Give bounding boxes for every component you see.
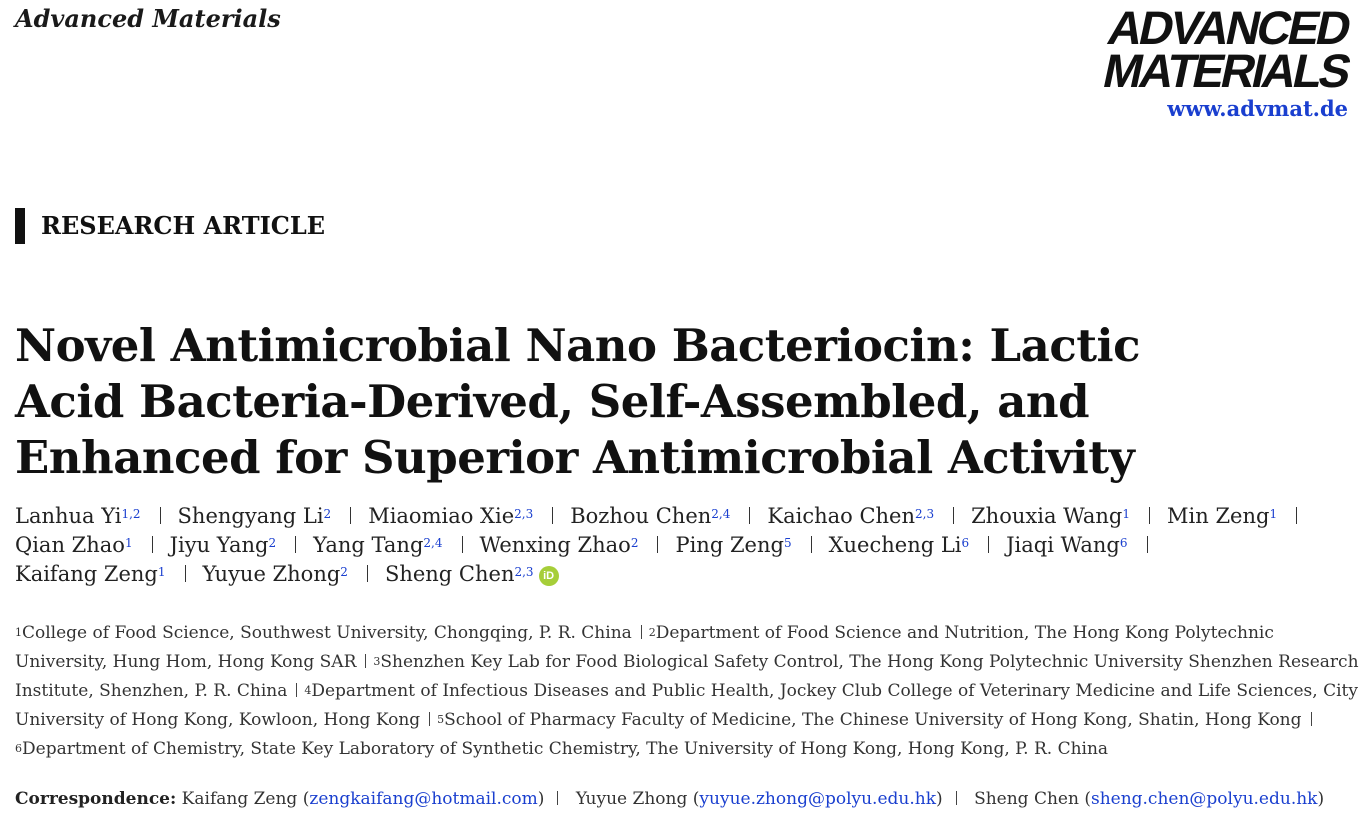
author-separator: [160, 507, 161, 524]
correspondence-contacts: [182, 789, 1324, 809]
author[interactable]: [1167, 504, 1277, 528]
author-affiliation-ref[interactable]: 2: [340, 565, 348, 579]
author[interactable]: [480, 533, 639, 557]
affiliation-number: 1: [15, 626, 22, 639]
author-separator: [749, 507, 750, 524]
correspondence-label: Correspondence:: [15, 789, 177, 809]
author-separator: [953, 507, 954, 524]
affiliation-list: [15, 619, 1360, 764]
author-name[interactable]: Shengyang Li: [177, 504, 324, 528]
affiliation-separator: [429, 712, 430, 726]
author-affiliation-ref[interactable]: 6: [961, 536, 970, 550]
contact: Sheng Chen (sheng.chen@polyu.edu.hk): [974, 789, 1325, 809]
contact-separator: [956, 791, 957, 805]
author-affiliation-ref[interactable]: 6: [1119, 536, 1128, 550]
affiliation-text: Shenzhen Key Lab for Food Biological Safety Control, The Hong Kong Polytechnic University Shenzhen Research Institute, Shenzhen, P. R. China: [15, 652, 1359, 701]
contact-email-link[interactable]: zengkaifang@hotmail.com: [309, 789, 538, 809]
affiliation-text: School of Pharmacy Faculty of Medicine, The Chinese University of Hong Kong, Shatin, Hong Kong: [444, 710, 1302, 730]
logo-line-1: ADVANCED: [1103, 1, 1354, 54]
affiliation: [437, 710, 1301, 730]
author-separator: [185, 565, 186, 582]
contact-name: Sheng Chen: [974, 789, 1079, 809]
author-name[interactable]: Jiaqi Wang: [1006, 533, 1120, 557]
affiliation-number: 2: [648, 626, 656, 639]
author-affiliation-ref[interactable]: 1: [1269, 507, 1278, 521]
author-name[interactable]: Yuyue Zhong: [202, 562, 341, 586]
affiliation-text: Department of Infectious Diseases and Public Health, Jockey Club College of Veterinary Medicine and Life Sciences, City University of Hong Kong, Kowloon, Hong Kong: [15, 681, 1358, 730]
author[interactable]: [15, 504, 141, 528]
author-separator: [367, 565, 368, 582]
author-name[interactable]: Min Zeng: [1167, 504, 1270, 528]
author-name[interactable]: Kaichao Chen: [767, 504, 915, 528]
author[interactable]: [368, 504, 533, 528]
author-affiliation-ref[interactable]: 2: [268, 536, 277, 550]
author-separator: [1296, 507, 1297, 524]
author-separator: [462, 536, 463, 553]
article-title: Novel Antimicrobial Nano Bacteriocin: Lactic Acid Bacteria-Derived, Self-Assembled, and Enhanced for Superior Antimicrobial Activity: [15, 319, 1140, 484]
affiliation-number: 3: [373, 655, 381, 668]
author-name[interactable]: Qian Zhao: [15, 533, 125, 557]
contact-name: Kaifang Zeng: [181, 789, 298, 809]
affiliation-number: 4: [304, 684, 312, 697]
journal-logo[interactable]: [1063, 1, 1354, 98]
author-list: [15, 502, 1360, 589]
author[interactable]: [178, 504, 332, 528]
affiliation-text: Department of Food Science and Nutrition, The Hong Kong Polytechnic University, Hung Hom, Hong Kong SAR: [15, 623, 1274, 672]
author-affiliation-ref[interactable]: 1,2: [121, 507, 141, 521]
affiliation-text: College of Food Science, Southwest University, Chongqing, P. R. China: [22, 623, 632, 643]
author-name[interactable]: Ping Zeng: [675, 533, 784, 557]
affiliation-separator: [365, 654, 366, 668]
author[interactable]: [313, 533, 442, 557]
author-name[interactable]: Jiyu Yang: [169, 533, 269, 557]
author[interactable]: [170, 533, 277, 557]
contact: Kaifang Zeng (zengkaifang@hotmail.com): [181, 789, 545, 809]
affiliation-number: 6: [15, 742, 22, 755]
affiliation-number: 5: [437, 713, 445, 726]
author[interactable]: [675, 533, 791, 557]
author-separator: [552, 507, 553, 524]
orcid-icon[interactable]: iD: [539, 566, 559, 586]
author-affiliation-ref[interactable]: 2,3: [514, 507, 534, 521]
affiliation: [15, 739, 1108, 759]
author-name[interactable]: Sheng Chen: [384, 562, 515, 586]
author-separator: [1149, 507, 1150, 524]
author[interactable]: [203, 562, 348, 586]
author[interactable]: [385, 562, 559, 586]
author-affiliation-ref[interactable]: 2,3: [915, 507, 935, 521]
affiliation-separator: [296, 683, 297, 697]
author-name[interactable]: Xuecheng Li: [828, 533, 962, 557]
journal-name: Advanced Materials: [15, 4, 281, 33]
affiliation-separator: [1311, 712, 1312, 726]
author[interactable]: [570, 504, 730, 528]
author[interactable]: [829, 533, 970, 557]
article-type: RESEARCH ARTICLE: [15, 208, 325, 244]
author[interactable]: [15, 533, 133, 557]
contact-email-link[interactable]: yuyue.zhong@polyu.edu.hk: [699, 789, 937, 809]
affiliation-separator: [641, 625, 642, 639]
author-separator: [1147, 536, 1148, 553]
contact-separator: [557, 791, 558, 805]
author-separator: [657, 536, 658, 553]
author[interactable]: [15, 562, 166, 586]
correspondence: [15, 786, 1360, 812]
author[interactable]: [1006, 533, 1127, 557]
author[interactable]: [767, 504, 934, 528]
author-affiliation-ref[interactable]: 2,3: [514, 565, 534, 579]
author-separator: [988, 536, 989, 553]
contact-name: Yuyue Zhong: [575, 789, 688, 809]
author-affiliation-ref[interactable]: 2: [323, 507, 332, 521]
journal-website-link[interactable]: www.advmat.de: [1167, 96, 1348, 121]
author-name[interactable]: Lanhua Yi: [15, 504, 122, 528]
author-affiliation-ref[interactable]: 2,4: [423, 536, 443, 550]
author-name[interactable]: Bozhou Chen: [570, 504, 712, 528]
contact: Yuyue Zhong (yuyue.zhong@polyu.edu.hk): [575, 789, 943, 809]
affiliation: [15, 623, 632, 643]
author-separator: [811, 536, 812, 553]
author-name[interactable]: Wenxing Zhao: [479, 533, 631, 557]
author-name[interactable]: Kaifang Zeng: [15, 562, 158, 586]
author-affiliation-ref[interactable]: 1: [124, 536, 133, 550]
logo-line-2: MATERIALS: [1098, 44, 1354, 98]
author-separator: [350, 507, 351, 524]
author-name[interactable]: Yang Tang: [313, 533, 424, 557]
author-name[interactable]: Miaomiao Xie: [368, 504, 515, 528]
author-affiliation-ref[interactable]: 1: [157, 565, 166, 579]
author[interactable]: [971, 504, 1130, 528]
author-affiliation-ref[interactable]: 1: [1122, 507, 1131, 521]
contact-email-link[interactable]: sheng.chen@polyu.edu.hk: [1090, 789, 1318, 809]
author-name[interactable]: Zhouxia Wang: [971, 504, 1123, 528]
affiliation-text: Department of Chemistry, State Key Laboratory of Synthetic Chemistry, The University of Hong Kong, Hong Kong, P. R. China: [22, 739, 1109, 759]
author-affiliation-ref[interactable]: 2,4: [711, 507, 731, 521]
author-affiliation-ref[interactable]: 2: [630, 536, 639, 550]
author-separator: [295, 536, 296, 553]
author-separator: [152, 536, 153, 553]
author-affiliation-ref[interactable]: 5: [783, 536, 792, 550]
